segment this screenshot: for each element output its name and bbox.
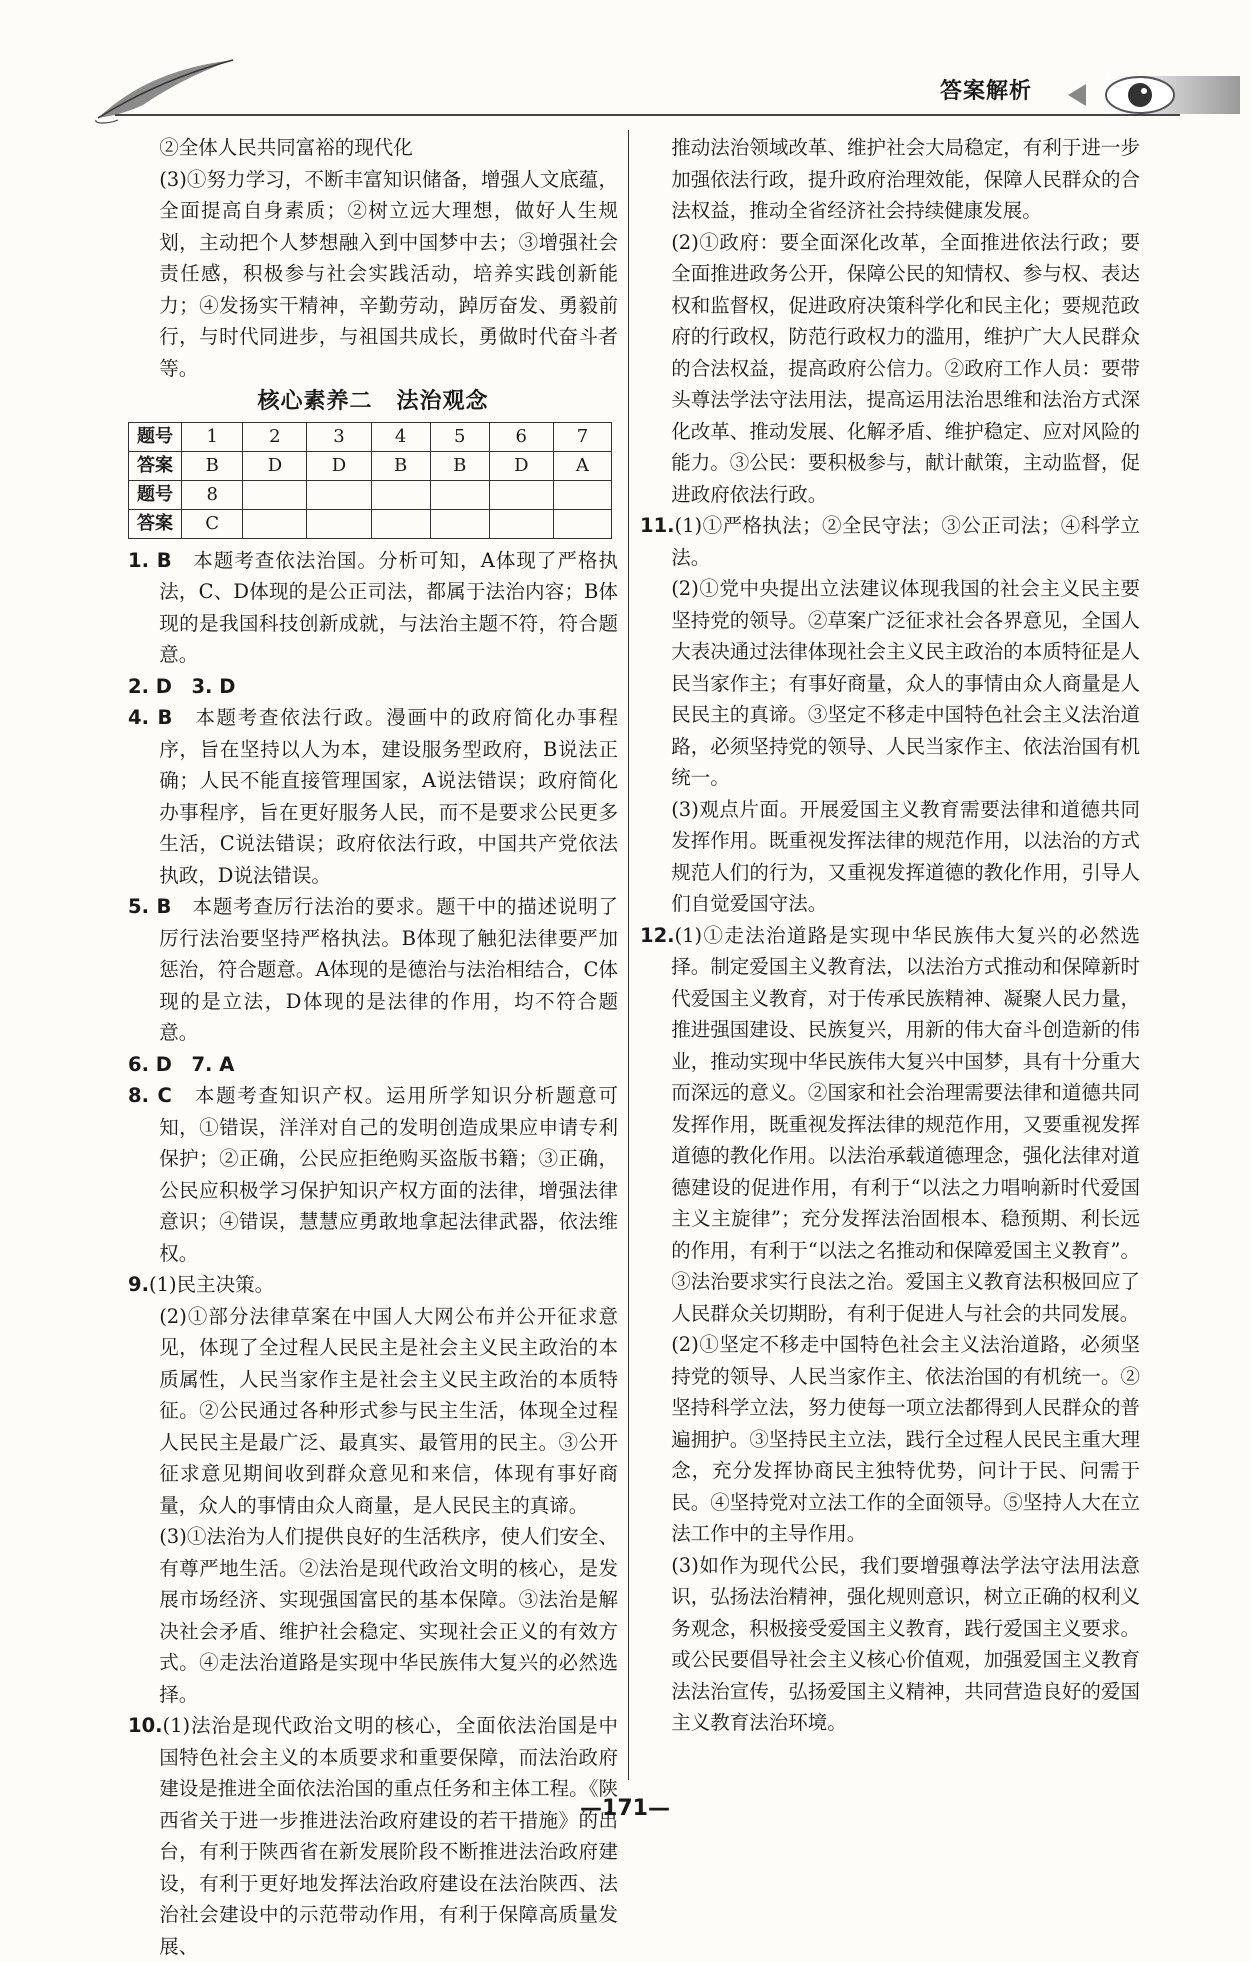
answer-number: 4. B <box>128 706 173 729</box>
right-column <box>640 132 1140 1739</box>
table-cell <box>371 509 430 538</box>
table-cell: B <box>430 451 489 480</box>
table-cell: B <box>371 451 430 480</box>
table-cell: 3 <box>307 422 371 451</box>
answer-item <box>128 1269 618 1301</box>
answer-text: (1)①严格执法；②全民守法；③公正司法；④科学立法。 <box>671 514 1140 569</box>
section-title <box>128 386 618 418</box>
page-header <box>0 0 1250 125</box>
answer-text: 本题考查依法治国。分析可知，A体现了严格执法，C、D体现的是公正司法，都属于法治内容；B体现的是我国科技创新成就，与法治主题不符，符合题意。 <box>159 548 618 666</box>
answer-number: 9. <box>128 1273 149 1296</box>
answer-number: 1. B <box>128 548 172 572</box>
answer-item: 2. D 3. D <box>128 674 236 698</box>
table-cell: A <box>553 451 611 480</box>
answer-number: 12. <box>640 923 675 947</box>
paragraph: (3)如作为现代公民，我们要增强尊法学法守法用法意识，弘扬法治精神，强化规则意识，树立正确的权利义务观念，积极接受爱国主义教育，践行爱国主义要求。或公民要倡导社会主义核心价值观，加强爱国主义教育法法治宣传，弘扬爱国主义精神，共同营造良好的爱国主义教育法治环境。 <box>671 1553 1140 1734</box>
answer-text: (1)法治是现代政治文明的核心，全面依法治国是中国特色社会主义的本质要求和重要保障，而法治政府建设是推进全面依法治国的重点任务和主体工程。《陕西省关于进一步推进法治政府建设的若干措施》的出台，有利于陕西省在新发展阶段不断推进法治政府建设，有利于更好地发挥法治政府建设在法治陕西、法治社会建设中的示范带动作用，有利于保障高质量发展、 <box>159 1714 618 1958</box>
left-column <box>128 132 618 1962</box>
answer-item <box>128 1080 618 1269</box>
table-cell <box>489 509 553 538</box>
table-row <box>129 451 612 480</box>
answer-text: 本题考查厉行法治的要求。题干中的描述说明了厉行法治要坚持严格执法。B体现了触犯法律要严加惩治，符合题意。A体现的是德治与法治相结合，C体现的是立法，D体现的是法律的作用，均不符合题意。 <box>159 895 618 1044</box>
table-cell: B <box>182 451 243 480</box>
paragraph: (3)①努力学习，不断丰富知识储备，增强人文底蕴，全面提高自身素质；②树立远大理想，做好人生规划，主动把个人梦想融入到中国梦中去；③增强社会责任感，积极参与社会实践活动，培养实践创新能力；④发扬实干精神，辛勤劳动，踔厉奋发、勇毅前行，与时代同进步，与祖国共成长，勇做时代奋斗者等。 <box>159 167 618 380</box>
table-header-cell: 题号 <box>129 422 182 451</box>
table-cell <box>430 480 489 509</box>
table-cell <box>243 480 307 509</box>
paragraph: (2)①坚定不移走中国特色社会主义法治道路，必须坚持党的领导、人民当家作主、依法治国的有机统一。②坚持科学立法，努力使每一项立法都得到人民群众的普遍拥护。③坚持民主立法，践行全过程人民民主重大理念，充分发挥协商民主独特优势，问计于民、问需于民。④坚持党对立法工作的全面领导。⑤坚持人大在立法工作中的主导作用。 <box>671 1333 1140 1545</box>
table-cell: 5 <box>430 422 489 451</box>
paragraph: ②全体人民共同富裕的现代化 <box>159 136 413 159</box>
table-cell: 1 <box>182 422 243 451</box>
table-cell: D <box>243 451 307 480</box>
table-cell: 8 <box>182 480 243 509</box>
column-divider <box>628 130 629 1780</box>
table-cell: 6 <box>489 422 553 451</box>
paragraph: (2)①政府：要全面深化改革，全面推进依法行政；要全面推进政务公开，保障公民的知情权、参与权、表达权和监督权，促进政府决策科学化和民主化；要规范政府的行政权，防范行政权力的滥用，维护广大人民群众的合法权益，提高政府公信力。②政府工作人员：要带头尊法学法守法用法，提高运用法治思维和法治方式深化改革、推动发展、化解矛盾、维护稳定、应对风险的能力。③公民：要积极参与，献计献策，主动监督，促进政府依法行政。 <box>671 230 1140 506</box>
table-cell: D <box>489 451 553 480</box>
eye-logo-icon <box>1068 70 1240 120</box>
page-number: —171— <box>580 1796 670 1821</box>
section-title-sub: 法治观念 <box>396 389 489 414</box>
answer-number: 8. C <box>128 1084 172 1107</box>
table-row <box>129 509 612 538</box>
table-header-cell: 答案 <box>129 451 182 480</box>
table-header-cell: 题号 <box>129 480 182 509</box>
table-cell: 4 <box>371 422 430 451</box>
answer-item <box>640 510 1140 573</box>
section-title-main: 核心素养二 <box>257 389 373 414</box>
table-cell <box>307 509 371 538</box>
answer-text: (1)民主决策。 <box>148 1273 275 1296</box>
table-header-cell: 答案 <box>129 509 182 538</box>
table-cell <box>307 480 371 509</box>
answer-item <box>640 920 1140 1330</box>
answer-item <box>128 545 618 671</box>
table-cell: 2 <box>243 422 307 451</box>
page-title: 答案解析 <box>940 79 1033 104</box>
paragraph: (3)①法治为人们提供良好的生活秩序，使人们安全、有尊严地生活。②法治是现代政治文明的核心，是发展市场经济、实现强国富民的基本保障。③法治是解决社会矛盾、维护社会稳定、实现社会正义的有效方式。④走法治道路是实现中华民族伟大复兴的必然选择。 <box>159 1525 618 1706</box>
table-cell: D <box>307 451 371 480</box>
paragraph: (2)①党中央提出立法建议体现我国的社会主义民主要坚持党的领导。②草案广泛征求社会各界意见，全国人大表决通过法律体现社会主义民主政治的本质特征是人民当家作主；有事好商量，众人的事情由众人商量是人民民主的真谛。③坚定不移走中国特色社会主义法治道路，必须坚持党的领导、人民当家作主、依法治国有机统一。 <box>671 577 1140 789</box>
table-cell: C <box>182 509 243 538</box>
answer-item <box>128 1710 618 1962</box>
answer-number: 10. <box>128 1714 163 1737</box>
answer-table <box>128 422 612 539</box>
answer-text: 本题考查依法行政。漫画中的政府简化办事程序，旨在坚持以人为本，建设服务型政府，B说法正确；人民不能直接管理国家，A说法错误；政府简化办事程序，旨在更好服务人民，而不是要求公民更多生活，C说法错误；政府依法行政，中国共产党依法执政，D说法错误。 <box>159 706 618 887</box>
answer-text: (1)①走法治道路是实现中华民族伟大复兴的必然选择。制定爱国主义教育法，以法治方式推动和保障新时代爱国主义教育，对于传承民族精神、凝聚人民力量，推进强国建设、民族复兴，用新的伟大奋斗创造新的伟业，推动实现中华民族伟大复兴中国梦，具有十分重大而深远的意义。②国家和社会治理需要法律和道德共同发挥作用，既重视发挥法律的规范作用，又要重视发挥道德的教化作用。以法治承载道德理念，强化法律对道德建设的促进作用，有利于“以法之力唱响新时代爱国主义主旋律”；充分发挥法治固根本、稳预期、利长远的作用，有利于“以法之名推动和保障爱国主义教育”。③法治要求实行良法之治。爱国主义教育法积极回应了人民群众关切期盼，有利于促进人与社会的共同发展。 <box>671 923 1140 1325</box>
paragraph: 推动法治领域改革、维护社会大局稳定，有利于进一步加强依法行政，提升政府治理效能，保障人民群众的合法权益，推动全省经济社会持续健康发展。 <box>671 136 1140 222</box>
answer-number: 11. <box>640 514 675 537</box>
answer-number: 5. B <box>128 895 172 918</box>
table-row <box>129 422 612 451</box>
table-cell <box>489 480 553 509</box>
answer-item: 6. D 7. A <box>128 1052 235 1076</box>
header-rule <box>115 114 1180 116</box>
answer-text: 本题考查知识产权。运用所学知识分析题意可知，①错误，洋洋对自己的发明创造成果应申请专利保护；②正确，公民应拒绝购买盗版书籍；③正确，公民应积极学习保护知识产权方面的法律，增强法律意识；④错误，慧慧应勇敢地拿起法律武器，依法维权。 <box>159 1084 618 1265</box>
table-cell <box>553 480 611 509</box>
table-cell: 7 <box>553 422 611 451</box>
paragraph: (2)①部分法律草案在中国人大网公布并公开征求意见，体现了全过程人民民主是社会主义民主政治的本质属性，人民当家作主是社会主义民主政治的本质特征。②公民通过各种形式参与民主生活，体现全过程人民民主是最广泛、最真实、最管用的民主。③公开征求意见期间收到群众意见和来信，体现有事好商量，众人的事情由众人商量，是人民民主的真谛。 <box>159 1304 618 1517</box>
table-cell <box>371 480 430 509</box>
answer-item <box>128 702 618 891</box>
paragraph: (3)观点片面。开展爱国主义教育需要法律和道德共同发挥作用。既重视发挥法律的规范作用，以法治的方式规范人们的行为，又重视发挥道德的教化作用，引导人们自觉爱国守法。 <box>671 797 1140 915</box>
table-cell <box>553 509 611 538</box>
table-cell <box>243 509 307 538</box>
answer-item <box>128 891 618 1049</box>
table-row <box>129 480 612 509</box>
table-cell <box>430 509 489 538</box>
